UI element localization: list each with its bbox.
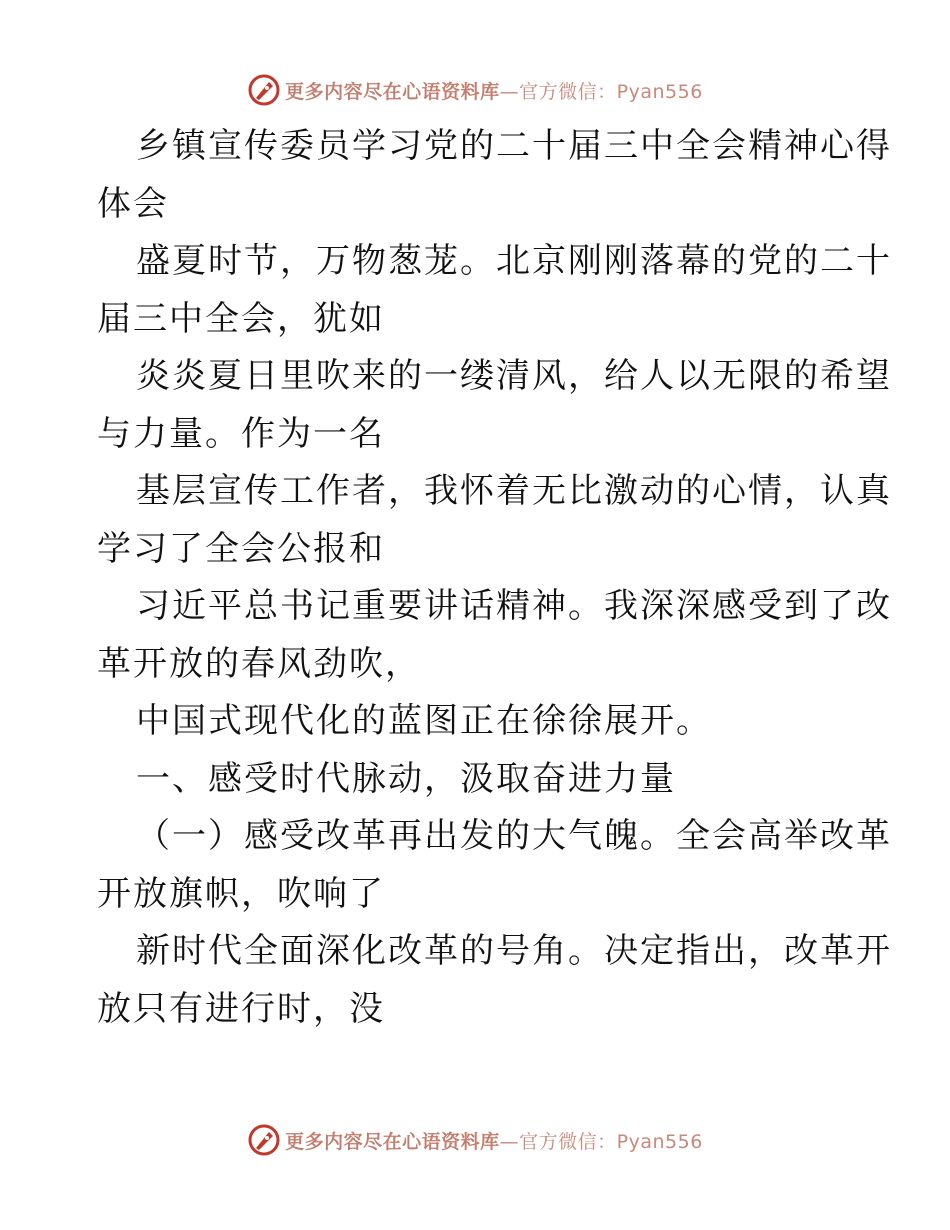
pen-nib-logo-icon — [247, 1123, 281, 1157]
paragraph-line: 开放旗帜，吹响了 — [97, 873, 385, 914]
subsection-heading-line: （一）感受改革再出发的大气魄。全会高举改革 — [136, 816, 892, 856]
header-banner — [0, 70, 950, 110]
paragraph-line: 中国式现代化的蓝图正在徐徐展开。 — [136, 701, 712, 741]
footer-banner — [0, 1120, 950, 1160]
document-body — [97, 118, 892, 1038]
paragraph-line: 学习了全会公报和 — [97, 528, 385, 569]
document-title-line-2: 体会 — [97, 183, 169, 224]
paragraph-line: 盛夏时节，万物葱茏。北京刚刚落幕的党的二十 — [136, 241, 892, 281]
paragraph-line: 届三中全会，犹如 — [97, 298, 385, 339]
footer-banner-text — [285, 1127, 703, 1154]
paragraph-line: 新时代全面深化改革的号角。决定指出，改革开 — [136, 931, 892, 971]
header-banner-dash: — — [499, 80, 520, 103]
footer-banner-tail: 官方微信：Pyan556 — [519, 1130, 703, 1153]
header-banner-text — [285, 77, 703, 104]
header-banner-lead: 更多内容尽在心语资料库 — [285, 80, 500, 103]
paragraph-line: 习近平总书记重要讲话精神。我深深感受到了改 — [136, 586, 892, 626]
paragraph-line: 革开放的春风劲吹， — [97, 643, 421, 684]
paragraph-line: 基层宣传工作者，我怀着无比激动的心情，认真 — [136, 471, 892, 511]
section-heading: 一、感受时代脉动，汲取奋进力量 — [136, 758, 676, 799]
pen-nib-logo-icon — [247, 73, 281, 107]
footer-banner-dash: — — [499, 1130, 520, 1153]
header-banner-tail: 官方微信：Pyan556 — [519, 80, 703, 103]
paragraph-line: 与力量。作为一名 — [97, 413, 385, 454]
paragraph-line: 炎炎夏日里吹来的一缕清风，给人以无限的希望 — [136, 356, 892, 396]
paragraph-line: 放只有进行时，没 — [97, 988, 385, 1029]
footer-banner-lead: 更多内容尽在心语资料库 — [285, 1130, 500, 1153]
document-title-line-1: 乡镇宣传委员学习党的二十届三中全会精神心得 — [136, 126, 892, 166]
